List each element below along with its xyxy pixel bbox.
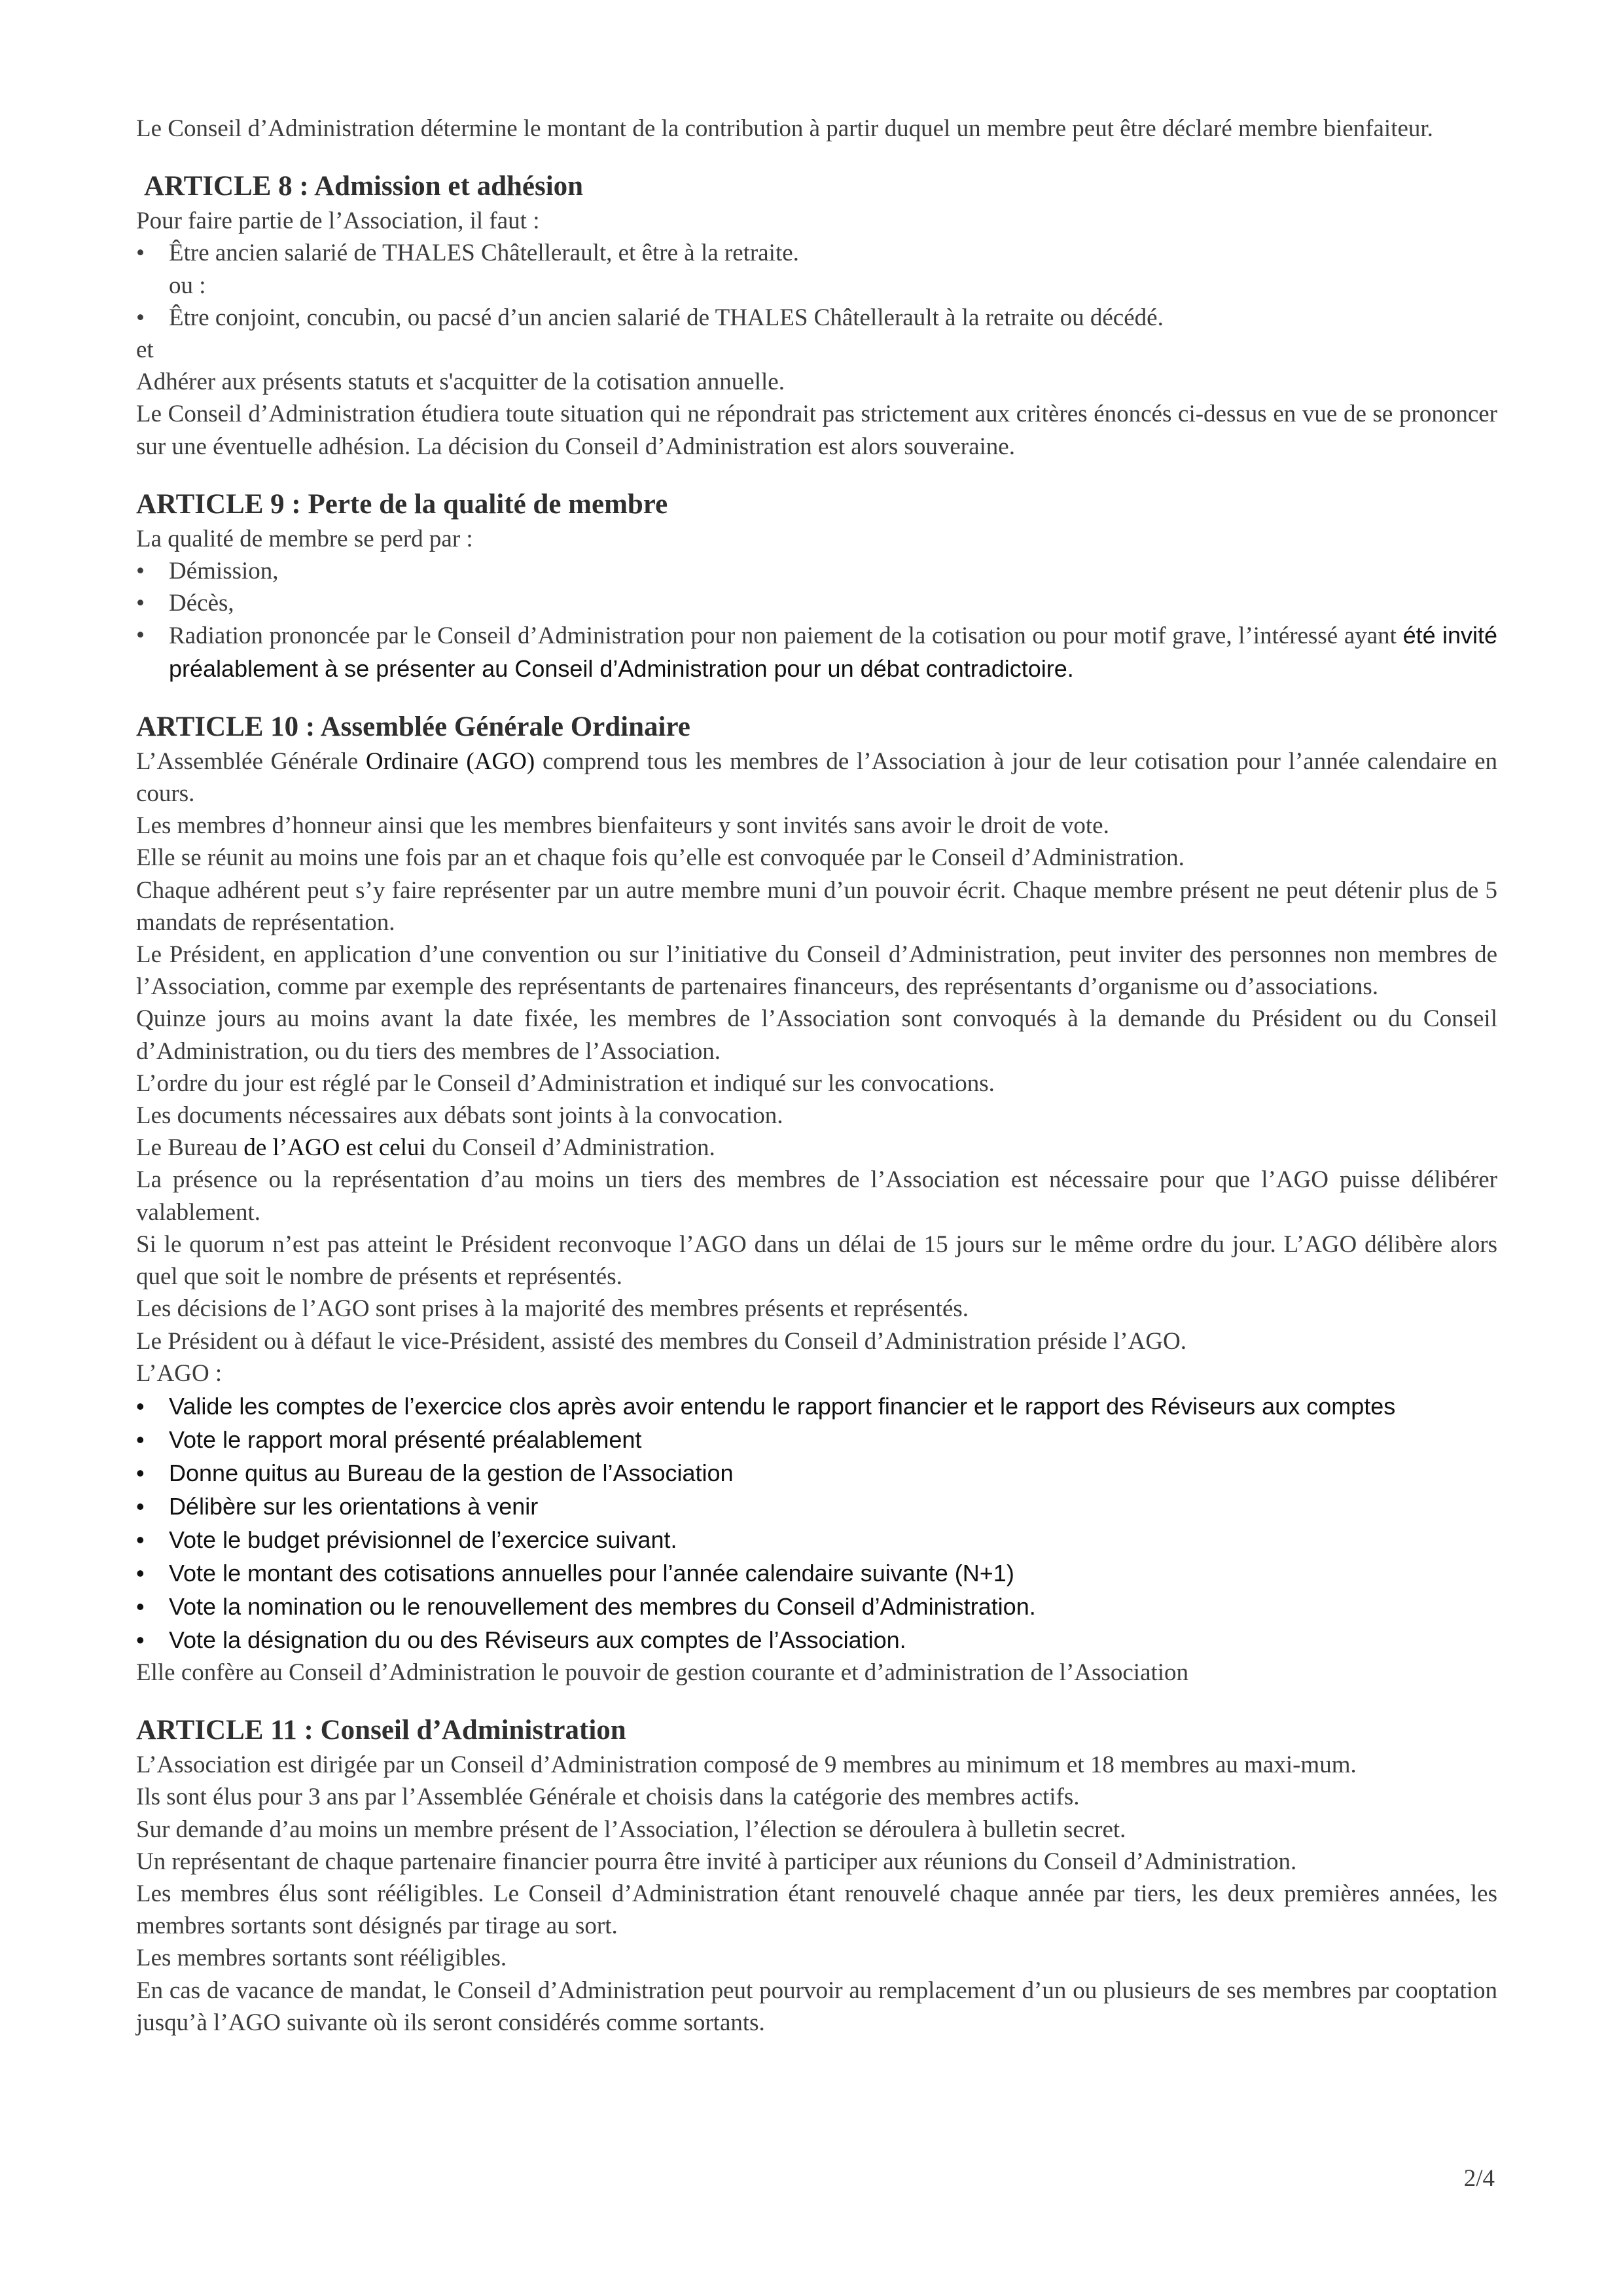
article-11-paragraph: L’Association est dirigée par un Conseil d’Administration composé de 9 membres au minimum et 18 membres au maxi-mum. bbox=[136, 1751, 1357, 1779]
spacer bbox=[136, 1689, 1497, 1712]
spacer bbox=[136, 685, 1497, 709]
article-11-paragraph: En cas de vacance de mandat, le Conseil d’Administration peut pourvoir au remplacement d’un ou plusieurs de ses membres par cooptation jusqu’à l’AGO suivante où ils seront considérés comme sortants. bbox=[136, 1977, 1497, 2036]
article-10-paragraph: Le Président, en application d’une convention ou sur l’initiative du Conseil d’Administration, peut inviter des personnes non membres de l’Association, comme par exemple des représentants de partenaires financeurs, des représentants d’organisme ou d’associations. bbox=[136, 941, 1497, 1001]
text-span: comprend tous les membres de l’Association à jour de leur cotisation pour l’année calendaire en cours. bbox=[136, 747, 1497, 808]
list-item: • Délibère sur les orientations à venir bbox=[136, 1490, 1497, 1523]
list-item: • Décès, bbox=[136, 587, 1497, 619]
article-10-paragraph bbox=[136, 745, 1497, 810]
list-item-text: Radiation prononcée par le Conseil d’Administration pour non paiement de la cotisation ou pour motif grave, l’intéressé ayant bbox=[169, 622, 1403, 650]
spacer bbox=[136, 145, 1497, 168]
article-11-paragraph: Les membres élus sont rééligibles. Le Conseil d’Administration étant renouvelé chaque année par tiers, les deux premières années, les membres sortants sont désignés par tirage au sort. bbox=[136, 1880, 1497, 1940]
article-8-lead: Pour faire partie de l’Association, il faut : bbox=[136, 207, 540, 235]
spacer bbox=[136, 463, 1497, 486]
list-item: • Vote le budget prévisionnel de l’exercice suivant. bbox=[136, 1523, 1497, 1556]
list-item: • Démission, bbox=[136, 555, 1497, 587]
document-page bbox=[136, 113, 1497, 2039]
article-8-list-a bbox=[136, 237, 1497, 269]
text-span: Ordinaire (AGO) bbox=[365, 747, 535, 775]
article-8-list-b bbox=[136, 302, 1497, 334]
article-10-paragraph: Les décisions de l’AGO sont prises à la majorité des membres présents et représentés. bbox=[136, 1295, 969, 1323]
article-10-paragraph: Si le quorum n’est pas atteint le Président reconvoque l’AGO dans un délai de 15 jours sur le même ordre du jour. L’AGO délibère alors quel que soit le nombre de présents et représentés. bbox=[136, 1230, 1497, 1291]
article-11 bbox=[136, 1712, 1497, 2039]
list-item: • Donne quitus au Bureau de la gestion de l’Association bbox=[136, 1456, 1497, 1490]
article-8 bbox=[136, 168, 1497, 463]
article-8-or: ou : bbox=[169, 272, 206, 299]
text-span: de l’AGO est celui bbox=[243, 1134, 426, 1162]
article-10-paragraph: Quinze jours au moins avant la date fixée, les membres de l’Association sont convoqués à la demande du Président ou du Conseil d’Administration, ou du tiers des membres de l’Association. bbox=[136, 1005, 1497, 1065]
list-item: • Vote la désignation du ou des Réviseurs aux comptes de l’Association. bbox=[136, 1623, 1497, 1657]
list-item-text-emphasis: été invité préalablement à se présenter au Conseil d’Administration pour un débat contradictoire. bbox=[169, 622, 1497, 682]
list-item: • Être conjoint, concubin, ou pacsé d’un ancien salarié de THALES Châtellerault à la retraite ou décédé. bbox=[136, 302, 1497, 334]
article-10-paragraph: Chaque adhérent peut s’y faire représenter par un autre membre muni d’un pouvoir écrit. Chaque membre présent ne peut détenir plus de 5 mandats de représentation. bbox=[136, 876, 1497, 936]
article-9-heading: ARTICLE 9 : Perte de la qualité de membre bbox=[136, 488, 668, 520]
article-10 bbox=[136, 709, 1497, 1689]
list-item: • Vote le montant des cotisations annuelles pour l’année calendaire suivante (N+1) bbox=[136, 1556, 1497, 1590]
article-11-paragraph: Les membres sortants sont rééligibles. bbox=[136, 1945, 507, 1972]
article-8-heading: ARTICLE 8 : Admission et adhésion bbox=[144, 171, 584, 202]
list-item: • Valide les comptes de l’exercice clos après avoir entendu le rapport financier et le rapport des Réviseurs aux comptes bbox=[136, 1390, 1497, 1423]
article-9-lead: La qualité de membre se perd par : bbox=[136, 525, 473, 552]
article-11-heading: ARTICLE 11 : Conseil d’Administration bbox=[136, 1715, 626, 1746]
article-10-paragraph: La présence ou la représentation d’au moins un tiers des membres de l’Association est nécessaire pour que l’AGO puisse délibérer valablement. bbox=[136, 1166, 1497, 1226]
list-item: • Vote la nomination ou le renouvellement des membres du Conseil d’Administration. bbox=[136, 1590, 1497, 1623]
article-11-paragraph: Ils sont élus pour 3 ans par l’Assemblée Générale et choisis dans la catégorie des membres actifs. bbox=[136, 1784, 1080, 1811]
article-10-paragraph: L’ordre du jour est réglé par le Conseil d’Administration et indiqué sur les convocations. bbox=[136, 1069, 995, 1097]
article-9-list bbox=[136, 555, 1497, 685]
text-span: du Conseil d’Administration. bbox=[425, 1134, 715, 1162]
text-span: Le Bureau bbox=[136, 1134, 244, 1162]
article-11-paragraph: Un représentant de chaque partenaire financier pourra être invité à participer aux réunions du Conseil d’Administration. bbox=[136, 1848, 1297, 1875]
article-8-paragraph: Le Conseil d’Administration étudiera toute situation qui ne répondrait pas strictement aux critères énoncés ci-dessus en vue de se prononcer sur une éventuelle adhésion. La décision du Conseil d’Administration est alors souveraine. bbox=[136, 401, 1497, 460]
list-item: • Vote le rapport moral présenté préalablement bbox=[136, 1423, 1497, 1456]
article-10-paragraph: Le Président ou à défaut le vice-Président, assisté des membres du Conseil d’Administration préside l’AGO. bbox=[136, 1327, 1187, 1355]
article-10-list bbox=[136, 1390, 1497, 1657]
list-item bbox=[136, 619, 1497, 685]
intro-paragraph: Le Conseil d’Administration détermine le montant de la contribution à partir duquel un membre peut être déclaré membre bienfaiteur. bbox=[136, 115, 1433, 142]
page-number: 2/4 bbox=[1463, 2165, 1495, 2192]
article-8-and: et bbox=[136, 336, 154, 364]
list-item: • Être ancien salarié de THALES Châtellerault, et être à la retraite. bbox=[136, 237, 1497, 269]
article-10-paragraph: Les membres d’honneur ainsi que les membres bienfaiteurs y sont invités sans avoir le droit de vote. bbox=[136, 812, 1109, 840]
article-10-paragraph: Les documents nécessaires aux débats sont joints à la convocation. bbox=[136, 1102, 783, 1130]
article-10-paragraph: Elle confère au Conseil d’Administration le pouvoir de gestion courante et d’administration de l’Association bbox=[136, 1659, 1189, 1686]
article-11-paragraph: Sur demande d’au moins un membre présent de l’Association, l’élection se déroulera à bulletin secret. bbox=[136, 1816, 1126, 1843]
article-10-paragraph: Elle se réunit au moins une fois par an et chaque fois qu’elle est convoquée par le Conseil d’Administration. bbox=[136, 844, 1185, 872]
article-10-paragraph: L’AGO : bbox=[136, 1359, 223, 1387]
article-10-paragraph bbox=[136, 1132, 1497, 1164]
article-9 bbox=[136, 486, 1497, 685]
text-span: L’Assemblée Générale bbox=[136, 747, 366, 775]
article-10-heading: ARTICLE 10 : Assemblée Générale Ordinaire bbox=[136, 711, 690, 742]
article-8-paragraph: Adhérer aux présents statuts et s'acquitter de la cotisation annuelle. bbox=[136, 368, 785, 396]
